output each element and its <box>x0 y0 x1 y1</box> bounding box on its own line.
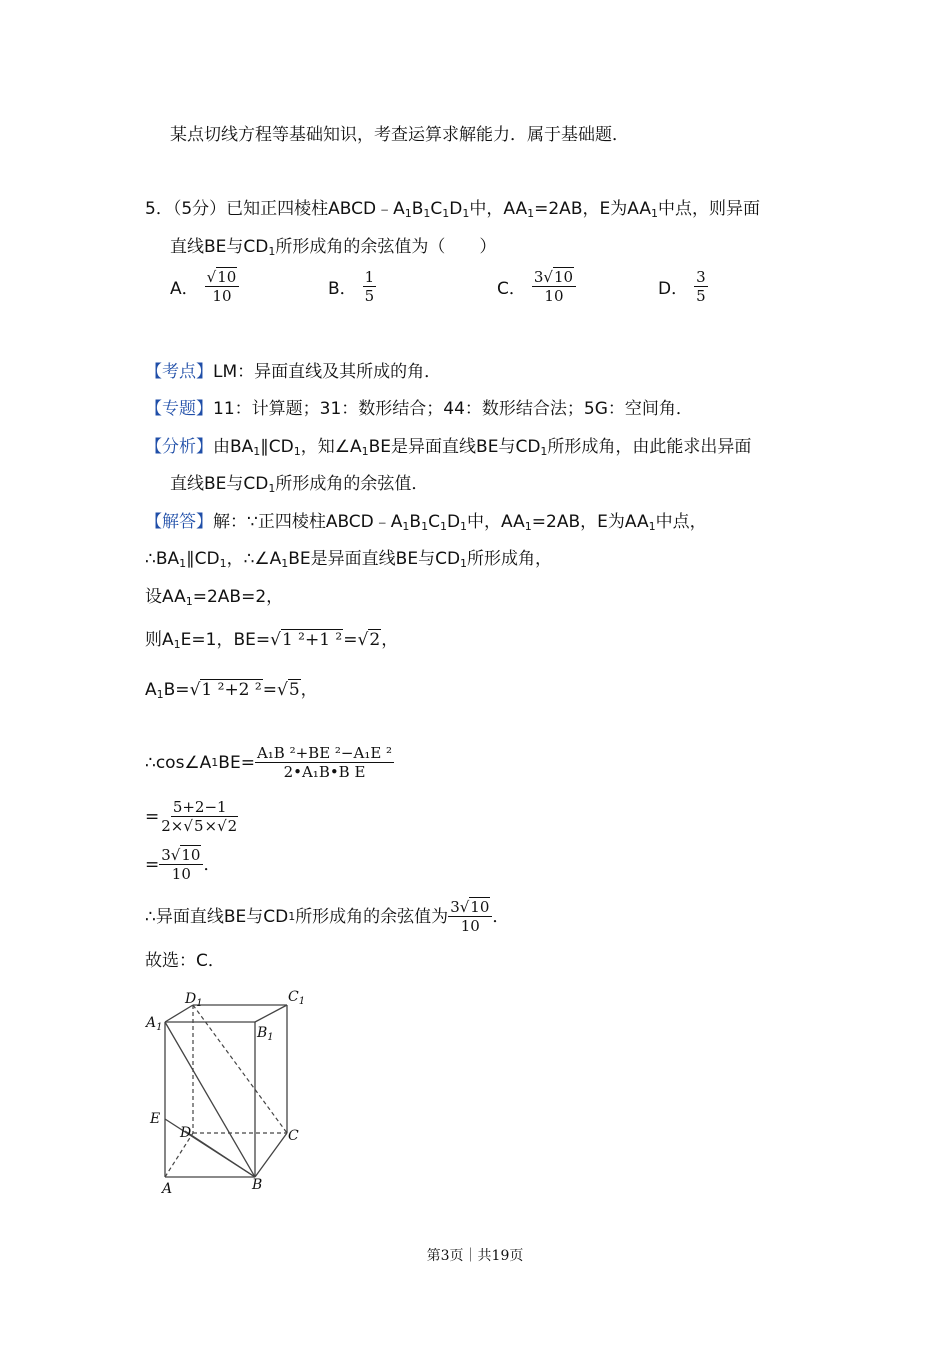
line-a1-b <box>165 1022 255 1177</box>
intro-text: 某点切线方程等基础知识，考查运算求解能力．属于基础题． <box>170 125 629 145</box>
kaodian-line: 【考点】LM：异面直线及其所成的角． <box>145 362 442 382</box>
jieda-line4: 则$A_1E=1$，BE=√1 ²+1 ²=√2， <box>145 630 399 651</box>
option-c-fraction: $\frac{3√10}{10}$ <box>532 268 576 305</box>
edge-b1-c1 <box>255 1005 287 1022</box>
label-c: C <box>288 1128 299 1144</box>
label-c1: $C_1$ <box>288 989 306 1007</box>
edge-b-c <box>255 1133 287 1177</box>
question-score: （5分） <box>172 199 227 219</box>
answer-fraction: $\frac{3√10}{10}$ <box>448 898 492 935</box>
prism-figure <box>140 985 320 1205</box>
label-d1: $D_1$ <box>185 991 203 1009</box>
fenxi-line2: 直线BE与$CD_1$所形成角的余弦值． <box>170 474 429 495</box>
jieda-line1: 【解答】解：∵正四棱柱$ABCD﹣A_1B_1C_1D_1$中，$AA_1=2AB$，E为$AA_1$中点， <box>145 512 707 533</box>
fenxi-line1: 【分析】由$BA_1\parallel CD_1$，知$\angle A_1BE$是异面直线BE与$CD_1$所形成角，由此能求出异面 <box>145 437 752 458</box>
label-d: D <box>180 1125 192 1141</box>
jieda-line8: = $\frac{3√10}{10}$ ． <box>145 846 221 883</box>
page-footer: 第3页｜共19页 <box>426 1248 524 1264</box>
hidden-line-d1-c <box>193 1005 287 1133</box>
step-fraction-1: $\frac{5+2-1}{2\times√5\times√2}$ <box>161 798 238 835</box>
option-a: A． $\frac{√10}{10}$ <box>170 268 239 305</box>
kaodian-tag: 【考点】 <box>145 362 213 382</box>
question-stem-line2: 直线BE与$CD_1$所形成角的余弦值为（ ） <box>170 237 497 258</box>
jieda-tag: 【解答】 <box>145 512 213 532</box>
label-a1: $A_1$ <box>146 1015 163 1033</box>
jieda-line5: $A_1B=√1$ ²+2 ²=√5， <box>145 680 318 701</box>
label-b1: $B_1$ <box>257 1025 274 1043</box>
zhuanti-line: 【专题】11：计算题；31：数形结合；44：数形结合法；5G：空间角． <box>145 399 693 419</box>
option-c: C． $\frac{3√10}{10}$ <box>497 268 576 305</box>
option-d: D． $\frac{3}{5}$ <box>658 268 706 305</box>
fenxi-tag: 【分析】 <box>145 437 213 457</box>
zhuanti-tag: 【专题】 <box>145 399 213 419</box>
jieda-line10: 故选：C． <box>145 951 225 971</box>
edge-a1-d1 <box>165 1005 193 1022</box>
option-a-fraction: $\frac{√10}{10}$ <box>205 268 240 305</box>
option-b: B． $\frac{1}{5}$ <box>328 268 375 305</box>
jieda-line3: 设$AA_1=2AB=2$， <box>145 587 284 608</box>
cos-fraction: $\frac{\text{A₁B ²+BE ²−A₁E ²}}{\text{2•A₁B•B E}}$ <box>256 744 393 781</box>
step-fraction-2: $\frac{3√10}{10}$ <box>159 846 203 883</box>
jieda-line9: ∴异面直线BE与CD 1 所形成角的余弦值为 $\frac{3√10}{10}$ ． <box>145 898 510 935</box>
jieda-line6: ∴cos∠A 1 BE= $\frac{\text{A₁B ²+BE ²−A₁E ²}}{\text{2•A₁B•B E}}$ <box>145 744 393 781</box>
question-stem-line1: 5．（5分）已知正四棱柱$ABCD﹣A_1B_1C_1D_1$中，$AA_1=2AB$，E为$AA_1$中点，则异面 <box>145 199 760 220</box>
question-number: 5． <box>145 199 173 219</box>
label-e: E <box>150 1111 161 1127</box>
option-d-fraction: $\frac{3}{5}$ <box>696 268 706 305</box>
label-a: A <box>162 1181 173 1197</box>
line-d-b <box>185 1131 255 1177</box>
option-b-fraction: $\frac{1}{5}$ <box>364 268 375 305</box>
jieda-line2: $\therefore BA_1\parallel CD_1$，$\therefore\angle A_1BE$是异面直线BE与$CD_1$所形成角， <box>145 549 553 570</box>
jieda-line7: = $\frac{5+2-1}{2\times√5\times√2}$ <box>145 798 240 835</box>
label-b: B <box>252 1177 263 1193</box>
